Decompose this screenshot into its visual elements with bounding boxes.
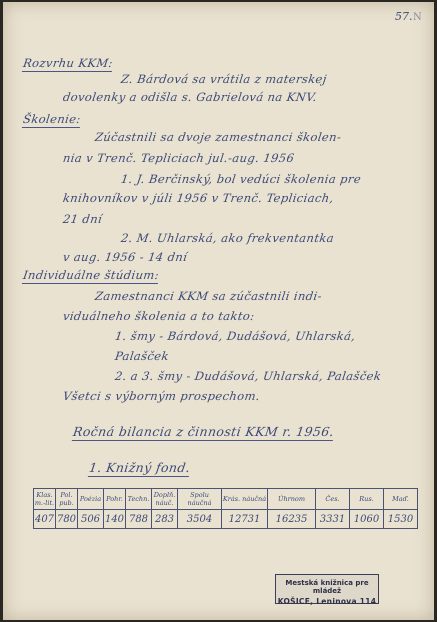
table-cell: 780 <box>56 510 78 529</box>
table-header-cell: Maď. <box>384 489 418 510</box>
section-heading-training: Školenie: <box>22 112 82 126</box>
table-header-cell: Rus. <box>350 489 384 510</box>
text-line: Z. Bárdová sa vrátila z materskej <box>120 72 328 86</box>
text-line: Palašček <box>114 349 170 363</box>
table-header-cell: Poézia <box>78 489 104 510</box>
page-number: 57. <box>395 10 413 23</box>
text-line: 21 dní <box>62 212 104 226</box>
text-line: 2. a 3. šmy - Dudášová, Uhlarská, Palašček <box>114 369 383 383</box>
section-heading-study: Individuálne štúdium: <box>22 268 161 282</box>
document-page <box>3 2 434 620</box>
stamp-line-2: KOŠICE, Leninova 114 <box>277 597 377 606</box>
table-cell: 1530 <box>384 510 418 529</box>
text-line: 1. J. Berčinský, bol vedúci školenia pre <box>120 172 363 186</box>
table-header-cell: Pol. pub. <box>56 489 78 510</box>
table-row <box>34 510 418 529</box>
table-header-cell: Pohr. <box>104 489 126 510</box>
table-cell: 12731 <box>222 510 268 529</box>
table-cell: 283 <box>152 510 178 529</box>
text-line: Zúčastnili sa dvoje zamestnanci školen- <box>94 130 343 144</box>
table-header-cell: Krás. náučná <box>222 489 268 510</box>
table-header-cell: Spolu náučná <box>178 489 222 510</box>
table-header-row <box>34 489 418 510</box>
table-header-cell: Čes. <box>316 489 350 510</box>
table-header-cell: Doplň. náuč. <box>152 489 178 510</box>
table-cell: 506 <box>78 510 104 529</box>
table-cell: 140 <box>104 510 126 529</box>
table-header-cell: Techn. <box>126 489 152 510</box>
book-fund-table <box>33 488 418 529</box>
text-line: Všetci s výborným prospechom. <box>62 389 261 403</box>
text-line: 1. šmy - Bárdová, Dudášová, Uhlarská, <box>114 329 357 343</box>
text-line: v aug. 1956 - 14 dní <box>62 250 189 264</box>
table-cell: 16235 <box>268 510 316 529</box>
table-cell: 1060 <box>350 510 384 529</box>
library-stamp <box>275 574 379 604</box>
page-corner-mark: N <box>413 12 422 23</box>
text-line: knihovníkov v júli 1956 v Trenč. Tepliciach, <box>62 191 335 205</box>
report-title: Ročná bilancia z činnosti KKM r. 1956. <box>72 424 336 439</box>
table-cell: 3504 <box>178 510 222 529</box>
table-header-cell: Úhrnom <box>268 489 316 510</box>
subsection-title: 1. Knižný fond. <box>88 460 192 475</box>
table-header-cell: Klas. m.-lit. <box>34 489 56 510</box>
text-line: viduálneho školenia a to takto: <box>62 309 256 323</box>
stamp-line-1: Mestská knižnica pre mládež <box>285 579 369 595</box>
text-line: Zamestnanci KKM sa zúčastnili indi- <box>94 289 323 303</box>
table-cell: 788 <box>126 510 152 529</box>
section-heading-staff: Rozvrhu KKM: <box>22 56 114 70</box>
text-line: 2. M. Uhlarská, ako frekventantka <box>120 231 336 245</box>
text-line: dovolenky a odišla s. Gabrielová na KNV. <box>62 90 318 104</box>
table-cell: 3331 <box>316 510 350 529</box>
text-line: nia v Trenč. Tepliciach jul.-aug. 1956 <box>62 151 296 165</box>
table-cell: 407 <box>34 510 56 529</box>
